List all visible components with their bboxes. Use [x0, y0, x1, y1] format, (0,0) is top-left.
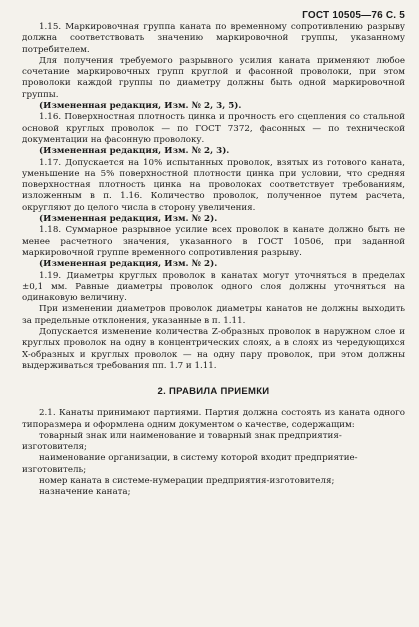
paragraph: Для получения требуемого разрывного усилия каната применяют любое сочетание маркировочных групп круглой и фасонной проволоки, при этом проволоки каждой группы по диаметру должны быть одной маркировочной группы.	[22, 55, 405, 100]
list-item: наименование организации, в систему которой входит предприятие-изготовитель;	[22, 453, 358, 475]
edit-note: (Измененная редакция, Изм. № 2).	[39, 259, 218, 270]
list-item: товарный знак или наименование и товарный знак предприятия-изготовителя;	[22, 430, 342, 453]
list-item: назначение каната;	[39, 487, 131, 498]
paragraph: При изменении диаметров проволок диаметры канатов не должны выходить за предельные отклонения, указанные в п. 1.11.	[22, 304, 405, 326]
paragraph: 1.19. Диаметры круглых проволок в канатах могут уточняться в пределах ±0,1 мм. Равные диаметры проволок одного слоя должны уточняться на одинаковую величину.	[22, 270, 405, 304]
paragraph: 1.15. Маркировочная группа каната по временному сопротивлению разрыву должна соответствовать значению маркировочной группы, указанному потребителем.	[22, 22, 405, 55]
paragraph: 1.16. Поверхностная плотность цинка и прочность его сцепления со стальной основой круглых проволок — по ГОСТ 7372, фасонных — по технической документации на фасонную проволоку.	[22, 112, 405, 145]
section-2-text	[22, 408, 405, 498]
section-heading: 2. ПРАВИЛА ПРИЕМКИ	[157, 386, 270, 398]
list-item: номер каната в системе-нумерации предприятия-изготовителя;	[39, 475, 335, 486]
edit-note: (Измененная редакция, Изм. № 2, 3, 5).	[39, 101, 242, 112]
page-header: ГОСТ 10505—76 С. 5	[302, 10, 405, 21]
document-body	[22, 22, 405, 499]
section-1-text	[22, 22, 405, 372]
edit-note: (Измененная редакция, Изм. № 2, 3).	[39, 146, 230, 157]
paragraph: Допускается изменение количества Z-образных проволок в наружном слое и круглых проволок на одну в концентрических слоях, а в слоях из чередующихся X-образных и круглых проволок — на одну пару проволок, при этом должны выдерживаться требования пп. 1.7 и 1.11.	[22, 327, 405, 371]
edit-note: (Измененная редакция, Изм. № 2).	[39, 214, 218, 225]
paragraph: 1.18. Суммарное разрывное усилие всех проволок в канате должно быть не менее расчетного значения, указанного в ГОСТ 10506, при заданной маркировочной группе временного сопротивления разрыву.	[22, 225, 405, 258]
paragraph: 1.17. Допускается на 10% испытанных проволок, взятых из готового каната, уменьшение на 5% поверхностной плотности цинка при условии, что средняя поверхностная плотность цинка на проволоках соответствует требованиям, изложенным в п. 1.16. Количество проволок, полученное путем расчета, округляют до целого числа в сторону увеличения.	[22, 157, 405, 213]
paragraph: 2.1. Канаты принимают партиями. Партия должна состоять из каната одного типоразмера и оформлена одним документом о качестве, содержащим:	[22, 408, 405, 430]
